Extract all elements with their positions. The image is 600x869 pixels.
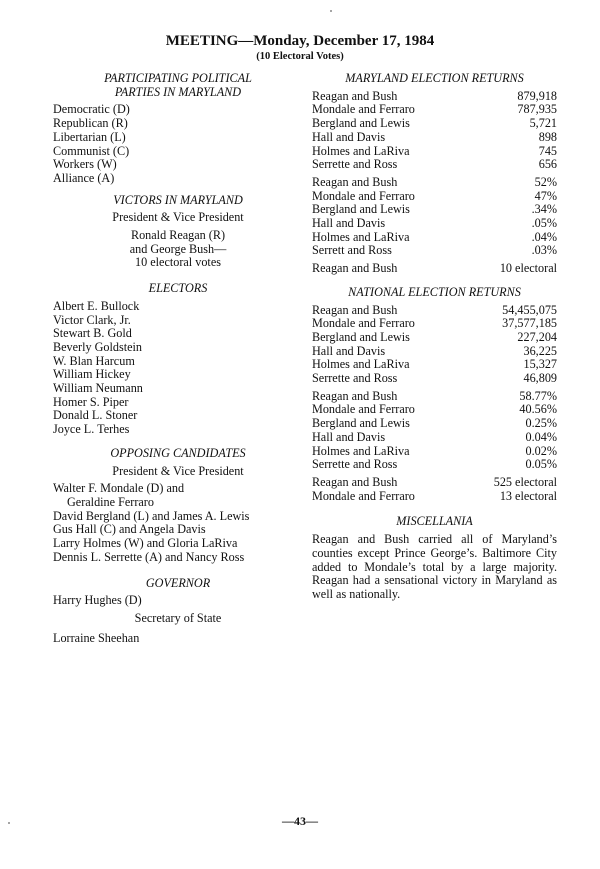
table-row: Mondale and Ferraro 787,935 xyxy=(312,102,557,117)
left-column xyxy=(53,72,303,645)
opposing-heading: OPPOSING CANDIDATES xyxy=(110,445,246,460)
table-row: Reagan and Bush 52% xyxy=(312,174,557,189)
list-item: Republican (R) xyxy=(53,116,128,131)
table-row: Holmes and LaRiva 745 xyxy=(312,143,557,158)
list-item: Democratic (D) xyxy=(53,102,130,117)
electors-heading: ELECTORS xyxy=(148,281,208,296)
md-electoral-row: Reagan and Bush 10 electoral xyxy=(312,261,557,276)
table-row: Holmes and LaRiva 15,327 xyxy=(312,357,557,372)
national-electoral-table xyxy=(312,476,557,503)
victor-line: Ronald Reagan (R) xyxy=(130,228,226,243)
list-item: Larry Holmes (W) and Gloria LaRiva xyxy=(53,536,238,551)
scan-speck xyxy=(330,10,332,12)
right-column xyxy=(312,72,557,602)
national-votes-table xyxy=(312,304,557,386)
miscellania-heading: MISCELLANIA xyxy=(396,514,473,529)
list-item: Albert E. Bullock xyxy=(53,298,140,313)
table-row: Mondale and Ferraro 37,577,185 xyxy=(312,316,557,331)
table-row: Bergland and Lewis 0.25% xyxy=(312,416,557,431)
table-row: Hall and Davis .05% xyxy=(312,216,557,231)
table-row: Bergland and Lewis 5,721 xyxy=(312,116,557,131)
list-item: Stewart B. Gold xyxy=(53,326,132,341)
victors-heading: VICTORS IN MARYLAND xyxy=(113,192,243,207)
table-row: Serrette and Ross 0.05% xyxy=(312,457,557,472)
table-row: Mondale and Ferraro 13 electoral xyxy=(312,488,557,503)
list-item: Workers (W) xyxy=(53,157,117,172)
table-row: Bergland and Lewis 227,204 xyxy=(312,329,557,344)
list-item: W. Blan Harcum xyxy=(53,353,135,368)
md-percents-table xyxy=(312,176,557,258)
table-row: Reagan and Bush 879,918 xyxy=(312,88,557,103)
list-item: Alliance (A) xyxy=(53,170,115,185)
list-item: Libertarian (L) xyxy=(53,129,126,144)
list-item: Dennis L. Serrette (A) and Nancy Ross xyxy=(53,549,245,564)
opposing-office: President & Vice President xyxy=(112,463,244,478)
table-row: Reagan and Bush 54,455,075 xyxy=(312,302,557,317)
electors-list xyxy=(53,300,303,437)
governor-heading: GOVERNOR xyxy=(145,575,211,590)
table-row: Hall and Davis 36,225 xyxy=(312,343,557,358)
table-row: Bergland and Lewis .34% xyxy=(312,202,557,217)
list-item: Geraldine Ferraro xyxy=(67,494,154,509)
table-row: Serrette and Ross 46,809 xyxy=(312,371,557,386)
table-row: Holmes and LaRiva 0.02% xyxy=(312,443,557,458)
list-item: Communist (C) xyxy=(53,143,130,158)
table-row: Serrette and Ross 656 xyxy=(312,157,557,172)
table-row: Serrett and Ross .03% xyxy=(312,243,557,258)
table-row: Holmes and LaRiva .04% xyxy=(312,229,557,244)
party-list xyxy=(53,103,303,185)
victors-office: President & Vice President xyxy=(112,210,244,225)
table-row: Hall and Davis 0.04% xyxy=(312,429,557,444)
page-title: MEETING—Monday, December 17, 1984 xyxy=(165,33,435,49)
national-returns-heading: NATIONAL ELECTION RETURNS xyxy=(348,284,521,299)
list-item: William Hickey xyxy=(53,367,131,382)
table-row: Hall and Davis 898 xyxy=(312,129,557,144)
national-percents-table xyxy=(312,390,557,472)
list-item: Gus Hall (C) and Angela Davis xyxy=(53,522,206,537)
secretary-heading: Secretary of State xyxy=(134,610,222,625)
list-item: Donald L. Stoner xyxy=(53,408,138,423)
table-row: Reagan and Bush 525 electoral xyxy=(312,474,557,489)
page-number: —43— xyxy=(282,814,318,828)
page-subtitle: (10 Electoral Votes) xyxy=(256,51,344,62)
governor-name: Harry Hughes (D) xyxy=(53,593,142,608)
list-item: Walter F. Mondale (D) and xyxy=(53,481,185,496)
table-row: Reagan and Bush 58.77% xyxy=(312,388,557,403)
parties-heading: PARTICIPATING POLITICAL PARTIES IN MARYLAND xyxy=(104,71,252,99)
table-row: Mondale and Ferraro 47% xyxy=(312,188,557,203)
list-item: David Bergland (L) and James A. Lewis xyxy=(53,508,250,523)
list-item: Joyce L. Terhes xyxy=(53,422,130,437)
list-item: William Neumann xyxy=(53,381,143,396)
secretary-name: Lorraine Sheehan xyxy=(53,630,140,645)
victor-line: and George Bush— xyxy=(129,241,227,256)
list-item: Victor Clark, Jr. xyxy=(53,312,131,327)
table-row: Mondale and Ferraro 40.56% xyxy=(312,402,557,417)
md-returns-heading: MARYLAND ELECTION RETURNS xyxy=(345,71,524,85)
miscellania-text: Reagan and Bush carried all of Maryland’s counties except Prince George’s. Baltimore City added to Mondale’s total by a large majority. Reagan had a sensational victory in Maryland as well as nationally. xyxy=(312,532,557,601)
md-votes-table xyxy=(312,90,557,172)
victor-line: 10 electoral votes xyxy=(135,255,221,270)
list-item: Homer S. Piper xyxy=(53,394,129,409)
list-item: Beverly Goldstein xyxy=(53,339,143,354)
